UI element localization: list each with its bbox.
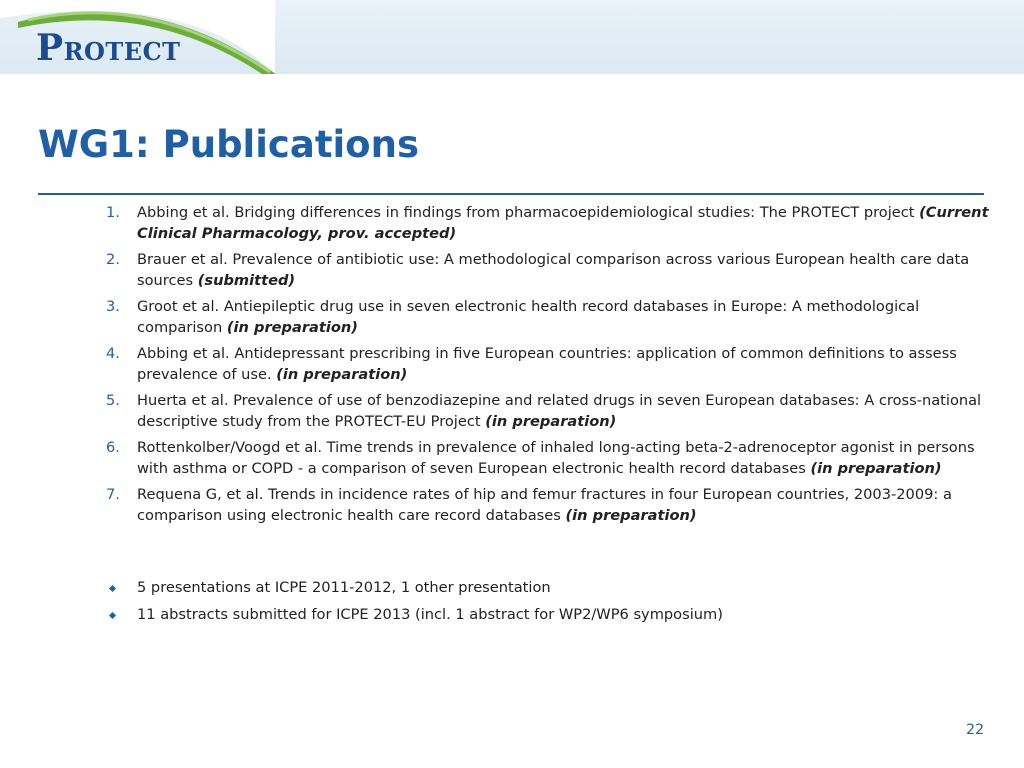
publication-status: (in preparation) bbox=[485, 412, 617, 430]
publication-text: Requena G, et al. Trends in incidence rates of hip and femur fractures in four European countries, 2003-2009: a comparison using electronic health care record databases bbox=[137, 486, 952, 524]
publication-text: Huerta et al. Prevalence of use of benzodiazepine and related drugs in seven European databases: A cross-national descriptive study from the PROTECT-EU Project bbox=[137, 392, 982, 430]
diamond-bullet-icon bbox=[109, 585, 116, 592]
protect-logo bbox=[0, 0, 280, 78]
list-number: 3. bbox=[106, 298, 120, 315]
publication-status: (Current Clinical Pharmacology, prov. accepted) bbox=[137, 204, 989, 242]
publication-item bbox=[106, 250, 990, 291]
publication-text: Groot et al. Antiepileptic drug use in seven electronic health record databases in Europe: A methodological comparison bbox=[137, 298, 920, 336]
summary-bullet-list bbox=[106, 578, 990, 631]
publication-item bbox=[106, 344, 990, 385]
publication-text: Abbing et al. Antidepressant prescribing in five European countries: application of common definitions to assess prevalence of use. bbox=[137, 345, 957, 383]
publication-list bbox=[106, 203, 990, 532]
publication-status: (submitted) bbox=[197, 271, 296, 289]
list-number: 6. bbox=[106, 439, 120, 456]
publication-text: Brauer et al. Prevalence of antibiotic use: A methodological comparison across various European health care data sources bbox=[137, 251, 970, 289]
publication-item bbox=[106, 297, 990, 338]
bullet-text: 5 presentations at ICPE 2011-2012, 1 other presentation bbox=[137, 579, 551, 596]
publication-status: (in preparation) bbox=[810, 459, 942, 477]
diamond-bullet-icon bbox=[109, 611, 116, 618]
title-divider bbox=[38, 193, 984, 195]
list-number: 2. bbox=[106, 251, 120, 268]
logo-wordmark: PROTECT bbox=[36, 27, 181, 69]
publication-status: (in preparation) bbox=[565, 506, 697, 524]
page-number: 22 bbox=[966, 722, 984, 738]
publication-item bbox=[106, 391, 990, 432]
publication-text: Rottenkolber/Voogd et al. Time trends in prevalence of inhaled long-acting beta-2-adrenoceptor agonist in persons with asthma or COPD - a comparison of seven European electronic health record databases bbox=[137, 439, 975, 477]
list-number: 5. bbox=[106, 392, 120, 409]
page-title: WG1: Publications bbox=[38, 123, 419, 166]
list-number: 7. bbox=[106, 486, 120, 503]
list-number: 4. bbox=[106, 345, 120, 362]
bullet-text: 11 abstracts submitted for ICPE 2013 (incl. 1 abstract for WP2/WP6 symposium) bbox=[137, 605, 723, 623]
publication-status: (in preparation) bbox=[226, 318, 358, 336]
publication-item bbox=[106, 485, 990, 526]
bullet-item bbox=[106, 578, 990, 599]
publication-text: Abbing et al. Bridging differences in findings from pharmacoepidemiological studies: The PROTECT project bbox=[137, 204, 920, 221]
publication-item bbox=[106, 438, 990, 479]
publication-item bbox=[106, 203, 990, 244]
list-number: 1. bbox=[106, 204, 120, 221]
publication-status: (in preparation) bbox=[276, 365, 408, 383]
bullet-item bbox=[106, 605, 990, 626]
